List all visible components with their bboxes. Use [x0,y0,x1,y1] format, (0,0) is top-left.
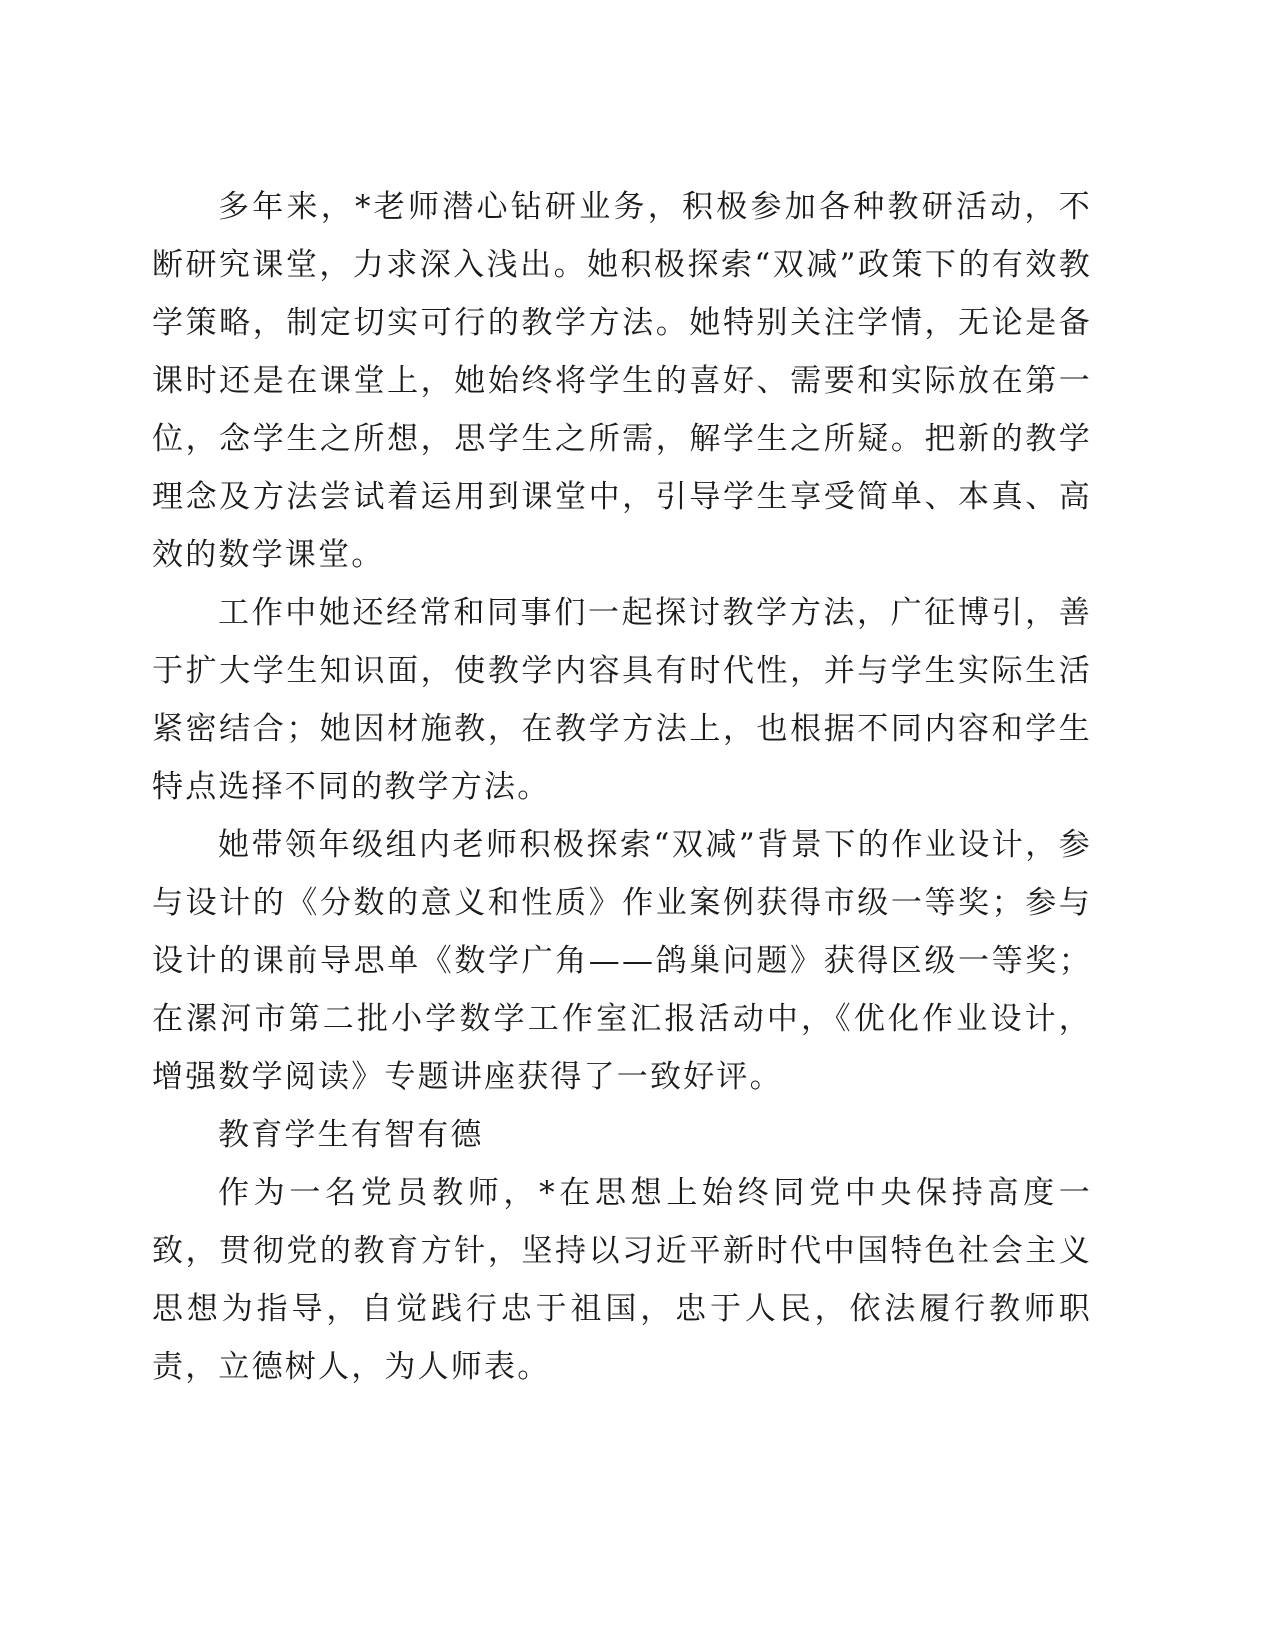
paragraph-collaboration: 工作中她还经常和同事们一起探讨教学方法，广征博引，善于扩大学生知识面，使教学内容具有时代性，并与学生实际生活紧密结合；她因材施教，在教学方法上，也根据不同内容和学生特点选择不同的教学方法。 [152,595,1092,805]
document-body [152,178,1092,1396]
section-heading: 教育学生有智有德 [218,1117,484,1153]
paragraph-party-member: 作为一名党员教师，*在思想上始终同党中央保持高度一致，贯彻党的教育方针，坚持以习近平新时代中国特色社会主义思想为指导，自觉践行忠于祖国，忠于人民，依法履行教师职责，立德树人，为人师表。 [152,1175,1092,1385]
paragraph-research: 多年来，*老师潜心钻研业务，积极参加各种教研活动，不断研究课堂，力求深入浅出。她积极探索“双减”政策下的有效教学策略，制定切实可行的教学方法。她特别关注学情，无论是备课时还是在课堂上，她始终将学生的喜好、需要和实际放在第一位，念学生之所想，思学生之所需，解学生之所疑。把新的教学理念及方法尝试着运用到课堂中，引导学生享受简单、本真、高效的数学课堂。 [152,189,1092,573]
paragraph-homework-design: 她带领年级组内老师积极探索“双减”背景下的作业设计，参与设计的《分数的意义和性质》作业案例获得市级一等奖；参与设计的课前导思单《数学广角——鸽巢问题》获得区级一等奖；在漯河市第二批小学数学工作室汇报活动中，《优化作业设计，增强数学阅读》专题讲座获得了一致好评。 [152,827,1092,1095]
